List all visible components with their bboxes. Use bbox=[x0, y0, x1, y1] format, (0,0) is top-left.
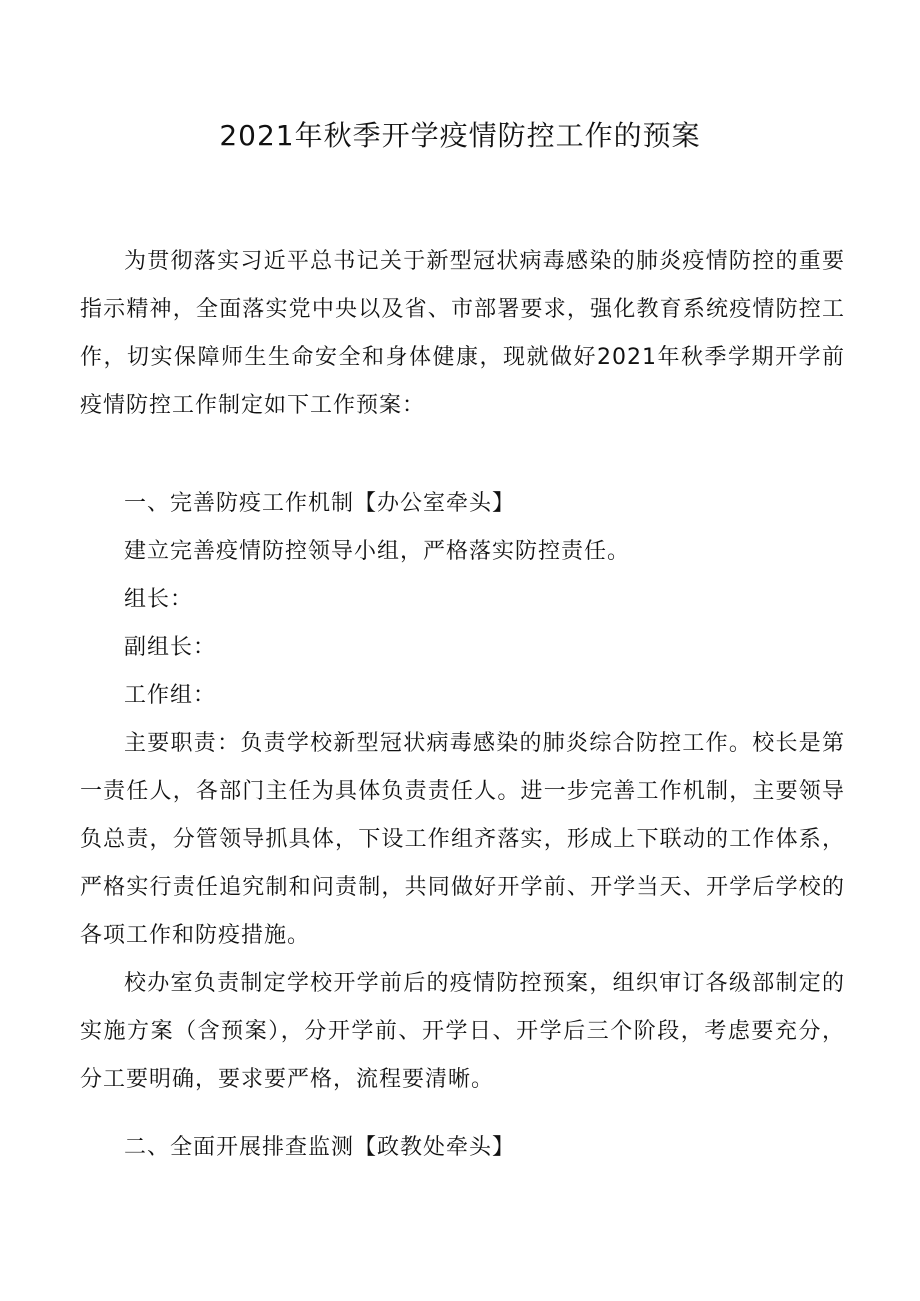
section-1-paragraph: 建立完善疫情防控领导小组，严格落实防控责任。 bbox=[124, 539, 631, 564]
document-title: 2021年秋季开学疫情防控工作的预案 bbox=[219, 119, 701, 152]
duties-paragraph: 主要职责：负责学校新型冠状病毒感染的肺炎综合防控工作。校长是第一责任人，各部门主任为具体负责责任人。进一步完善工作机制，主要领导负总责，分管领导抓具体，下设工作组齐落实，形成上下联动的工作体系，严格实行责任追究制和问责制，共同做好开学前、开学当天、开学后学校的各项工作和防疫措施。 bbox=[80, 731, 845, 948]
work-group-label: 工作组： bbox=[124, 683, 217, 708]
deputy-leader-label: 副组长： bbox=[124, 635, 217, 660]
office-paragraph: 校办室负责制定学校开学前后的疫情防控预案，组织审订各级部制定的实施方案（含预案），分开学前、开学日、开学后三个阶段，考虑要充分，分工要明确，要求要严格，流程要清晰。 bbox=[80, 971, 845, 1092]
section-2-heading: 二、全面开展排查监测【政教处牵头】 bbox=[124, 1135, 516, 1160]
section-1-heading: 一、完善防疫工作机制【办公室牵头】 bbox=[124, 491, 516, 516]
intro-paragraph: 为贯彻落实习近平总书记关于新型冠状病毒感染的肺炎疫情防控的重要指示精神，全面落实党中央以及省、市部署要求，强化教育系统疫情防控工作，切实保障师生生命安全和身体健康，现就做好2021年秋季学期开学前疫情防控工作制定如下工作预案： bbox=[80, 249, 845, 418]
leader-label: 组长： bbox=[124, 587, 194, 612]
